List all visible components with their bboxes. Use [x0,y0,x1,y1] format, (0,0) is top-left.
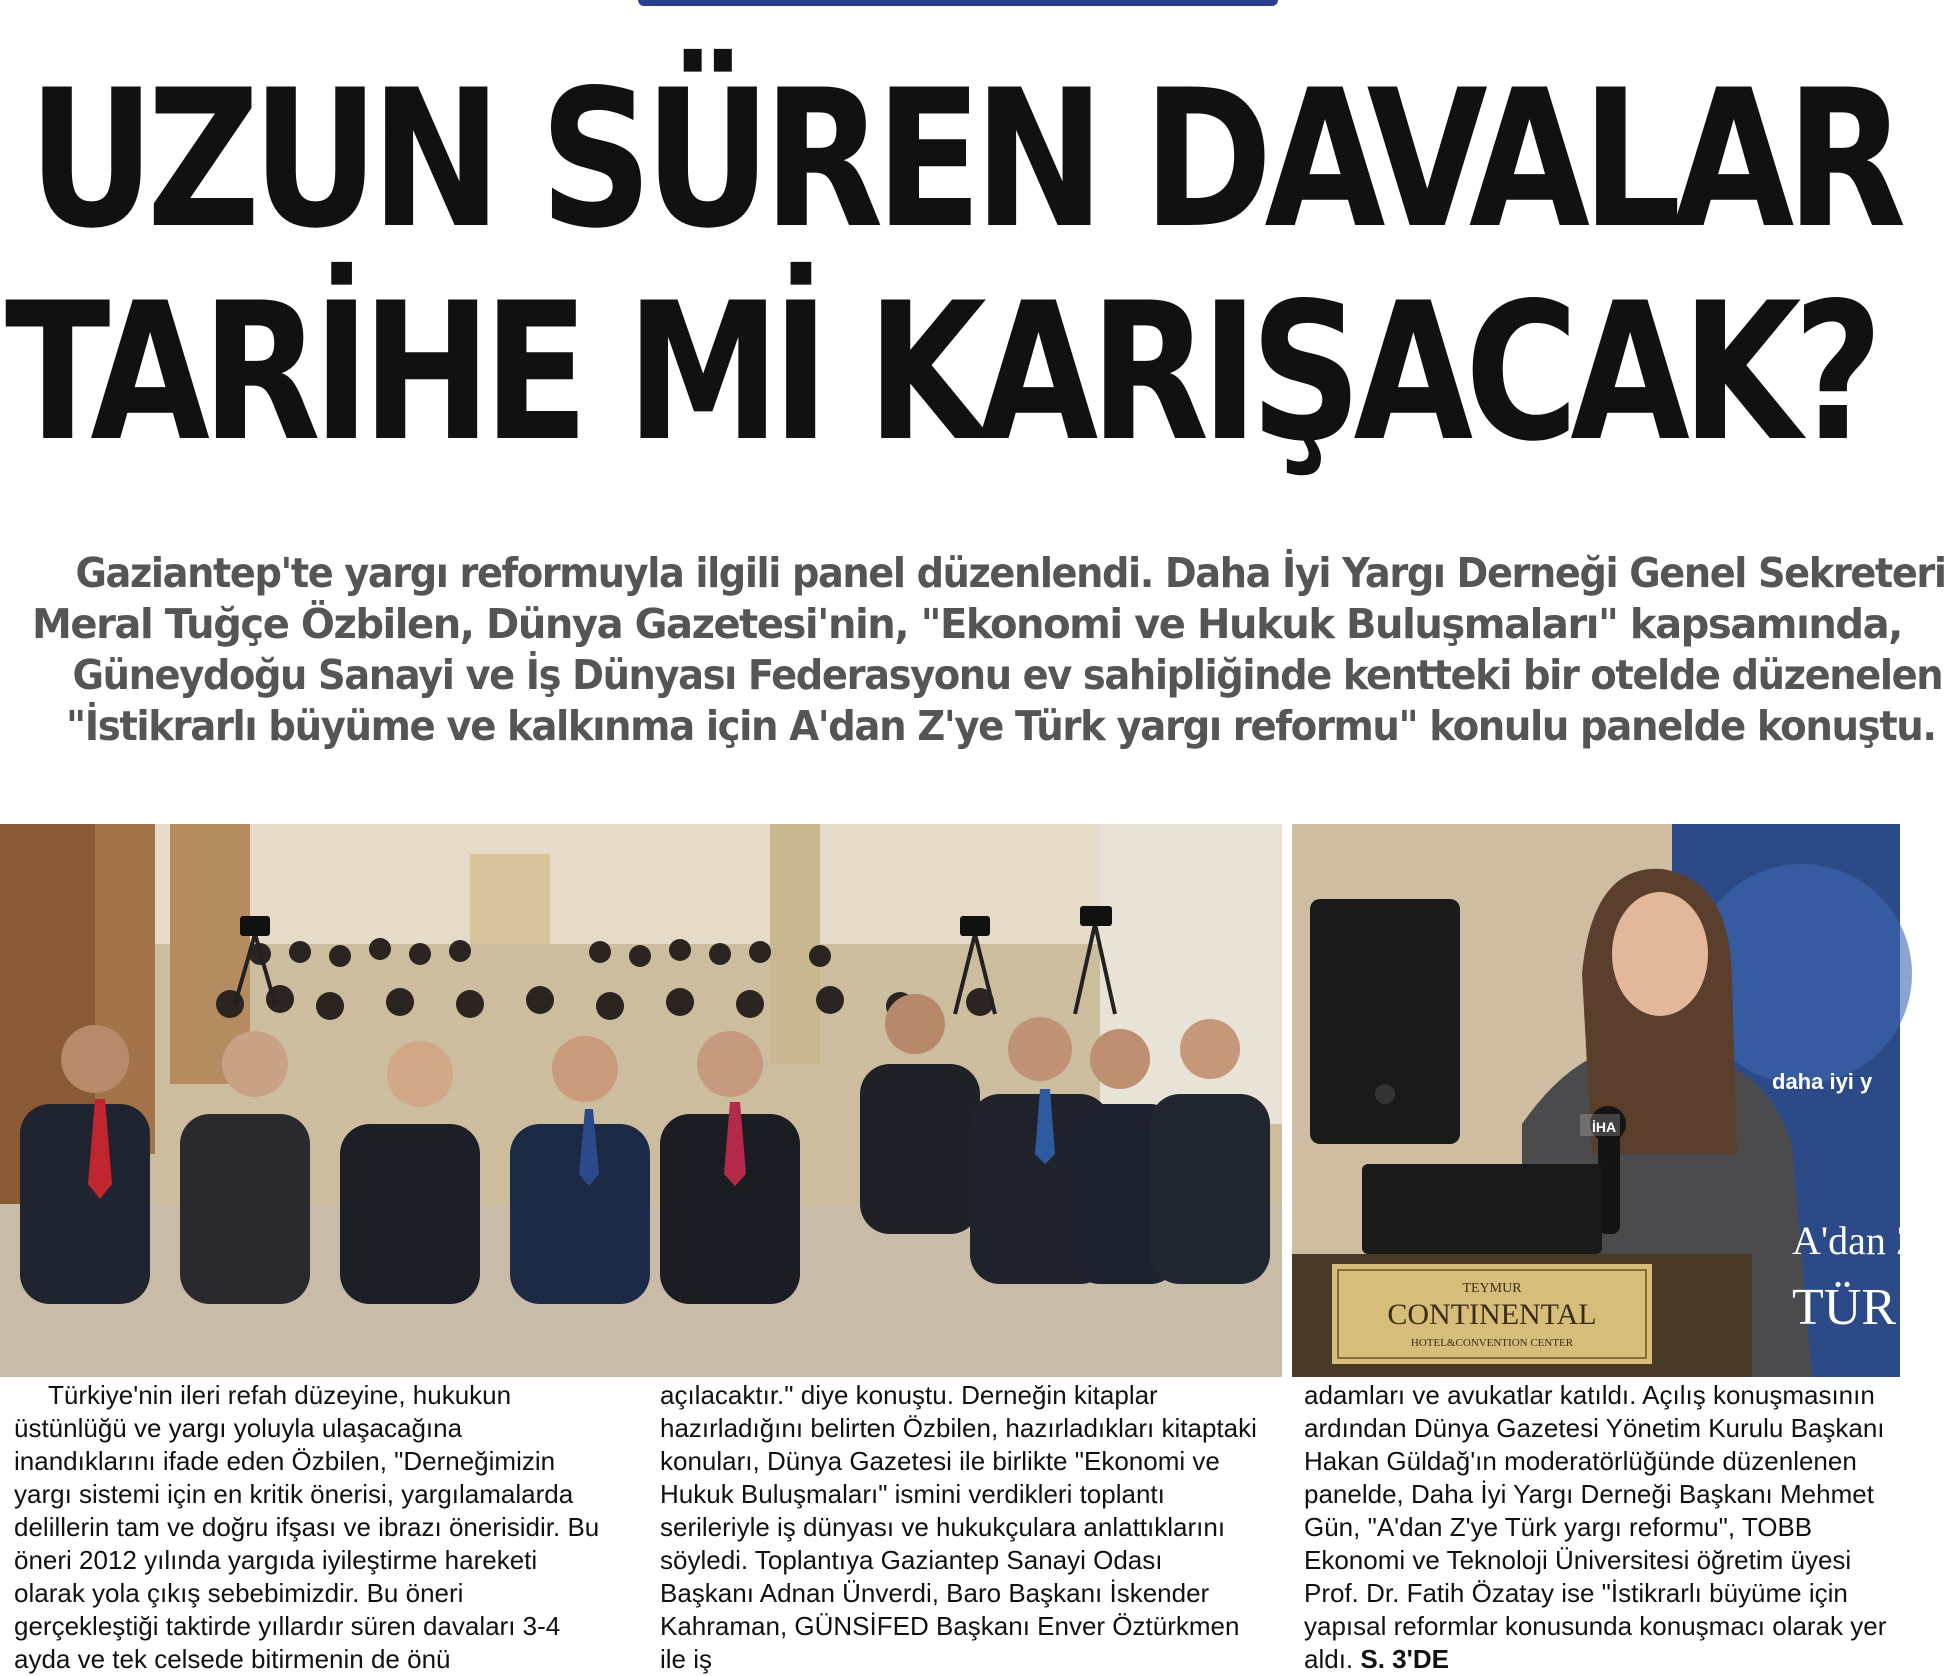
banner-text-2: A'dan Z [1792,1218,1921,1263]
article-paragraph-2: açılacaktır." diye konuştu. Derneğin kitaplar hazırladığını belirten Özbilen, hazırladıkları kitaptaki konuları, Dünya Gazetesi ile birlikte "Ekonomi ve Hukuk Buluşmaları" ismini verdikleri toplantı serileriyle iş dünyası ve hukukçulara anlattıklarını söyledi. Toplantıya Gaziantep Sanayi Odası Başkanı Adnan Ünverdi, Baro Başkanı İskender Kahraman, GÜNSİFED Başkanı Enver Öztürkmen ile iş [660,1380,1257,1674]
continued-on-page-link[interactable]: S. 3'DE [1360,1644,1449,1674]
speaker-photo [1292,824,1921,1377]
masthead-accent-bar [638,0,1278,6]
headline-line-1: UZUN SÜREN DAVALAR [28,49,1899,270]
podium-sign-line-1: TEYMUR [1462,1281,1522,1296]
deck [10,548,1946,752]
article-paragraph-3-text: adamları ve avukatlar katıldı. Açılış konuşmasının ardından Dünya Gazetesi Yönetim Kurulu Başkanı Hakan Güldağ'ın moderatörlüğünde düzenlenen panelde, Daha İyi Yargı Derneği Başkanı Mehmet Gün, "A'dan Z'ye Türk yargı reformu", TOBB Ekonomi ve Teknoloji Üniversitesi öğretim üyesi Prof. Dr. Fatih Özatay ise "İstikrarlı büyüme için yapısal reformlar konusunda konuşmacı olarak yer aldı. [1304,1380,1887,1674]
deck-line-4: "İstikrarlı büyüme ve kalkınma için A'dan Z'ye Türk yargı reformu" konulu panelde konuştu. [65,702,1936,750]
article-paragraph-1: Türkiye'nin ileri refah düzeyine, hukukun üstünlüğü ve yargı yoluyla ulaşacağına inandıklarını ifade eden Özbilen, "Derneğimizin yargı sistemi için en kritik önerisi, yargılamalarda delillerin tam ve doğru ifşası ve ibrazı önerisidir. Bu öneri 2012 yılında yargıda iyileştirme hareketi olarak yola çıkış sebebimizdir. Bu öneri gerçekleştiği taktirde yıllardır süren davaları 3-4 ayda ve tek celsede bitirmenin de önü [14,1380,600,1674]
article-column-2 [660,1379,1260,1676]
deck-line-3: Güneydoğu Sanayi ve İş Dünyası Federasyonu ev sahipliğinde kentteki bir otelde düzenelen [72,651,1943,699]
article-column-1 [14,1379,604,1676]
podium-sign-line-2: CONTINENTAL [1387,1298,1597,1331]
banner-text-3: TÜR [1792,1279,1896,1336]
article-column-3 [1304,1379,1900,1676]
audience-photo [0,824,1282,1377]
podium-sign-line-3: HOTEL&CONVENTION CENTER [1410,1337,1574,1349]
deck-line-1: Gaziantep'te yargı reformuyla ilgili panel düzenlendi. Daha İyi Yargı Derneği Genel Sekreteri [75,549,1946,597]
article-paragraph-3 [1304,1379,1900,1676]
deck-line-2: Meral Tuğçe Özbilen, Dünya Gazetesi'nin, "Ekonomi ve Hukuk Buluşmaları" kapsamında, [31,600,1902,648]
iha-mic-logo: İHA [1592,1119,1617,1135]
headline-line-2: TARİHE Mİ KARIŞACAK? [5,262,1875,483]
banner-text-1: daha iyi y [1772,1069,1873,1094]
